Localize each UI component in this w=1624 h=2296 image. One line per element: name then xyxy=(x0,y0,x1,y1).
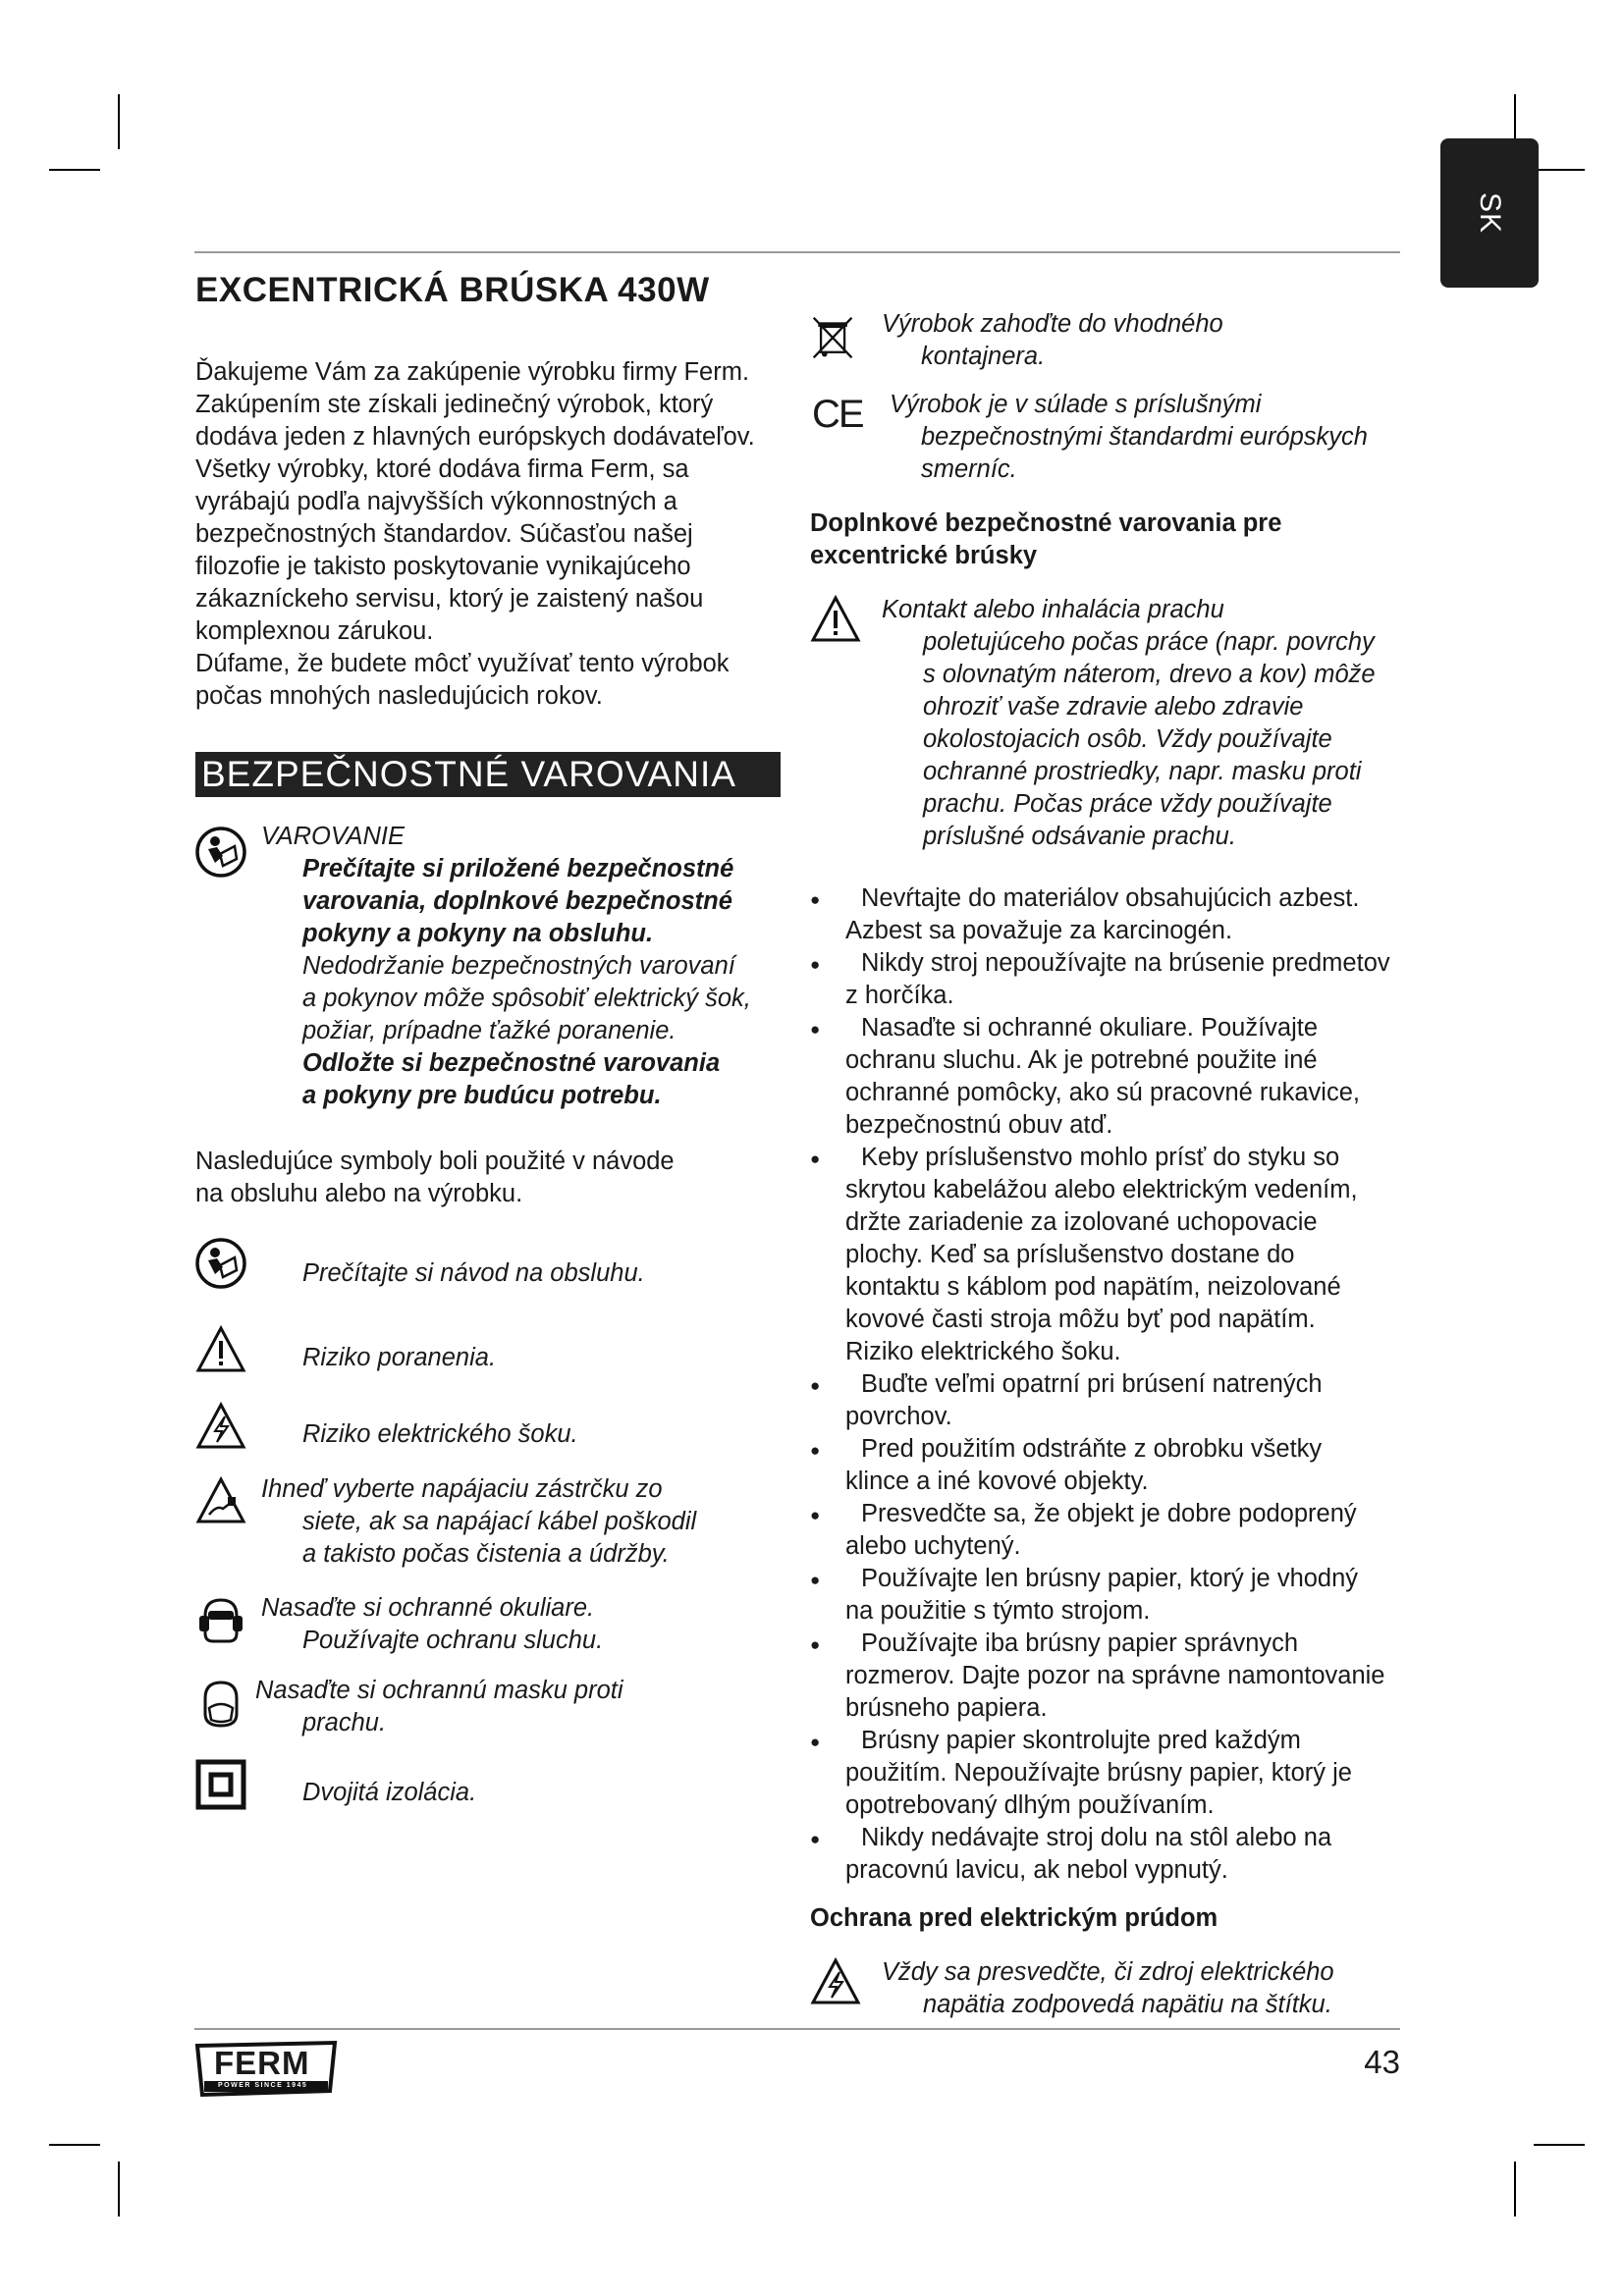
bullet-line: ● Používajte iba brúsny papier správnych xyxy=(861,1629,1299,1657)
symbols-intro-line: na obsluhu alebo na výrobku. xyxy=(195,1180,523,1207)
crop-mark xyxy=(49,2144,100,2146)
crop-mark xyxy=(1534,169,1585,171)
warning-line: pokyny a pokyny na obsluhu. xyxy=(302,920,654,947)
crop-mark xyxy=(1514,2162,1516,2216)
page-title: EXCENTRICKÁ BRÚSKA 430W xyxy=(195,271,710,309)
read-manual-icon xyxy=(195,1238,246,1289)
safety-bullet-list xyxy=(810,882,1419,1887)
ferm-logo xyxy=(194,2040,338,2099)
intro-line: filozofie je takisto poskytovanie vynikajúceho xyxy=(195,553,691,580)
intro-line: Všetky výrobky, ktoré dodáva firma Ferm, sa xyxy=(195,455,689,483)
dust-warning-line: príslušné odsávanie prachu. xyxy=(923,823,1236,850)
bullet-line: ● Nikdy nedávajte stroj dolu na stôl alebo na xyxy=(861,1824,1332,1851)
list-item xyxy=(810,1142,1419,1368)
list-item xyxy=(810,1498,1419,1563)
bullet-line: plochy. Keď sa príslušenstvo dostane do xyxy=(845,1241,1295,1268)
symbol-caption: Nasaďte si ochranné okuliare. xyxy=(261,1594,595,1622)
footer-rule xyxy=(194,2028,1400,2030)
bullet-line: ochranu sluchu. Ak je potrebné použite iné xyxy=(845,1046,1318,1074)
dust-warning-line: poletujúceho počas práce (napr. povrchy xyxy=(923,628,1375,656)
intro-line: Ďakujeme Vám za zakúpenie výrobku firmy Ferm. xyxy=(195,358,750,386)
electric-note-line: napätia zodpovedá napätiu na štítku. xyxy=(923,1991,1332,2018)
symbol-row xyxy=(195,1246,794,1303)
warning-triangle-icon xyxy=(195,1324,246,1375)
intro-line: zákazníckeho servisu, ktorý je zaistený našou xyxy=(195,585,704,613)
bullet-line: skrytou kabelážou alebo elektrickým vedením, xyxy=(845,1176,1358,1203)
warning-line: Prečítajte si priložené bezpečnostné xyxy=(302,855,734,882)
logo-wordmark: FERM xyxy=(214,2045,310,2081)
list-item xyxy=(810,1563,1419,1628)
intro-line: počas mnohých nasledujúcich rokov. xyxy=(195,682,603,710)
symbol-caption: Používajte ochranu sluchu. xyxy=(302,1627,604,1654)
goggles-earmuffs-icon xyxy=(195,1594,246,1645)
symbol-caption: Dvojitá izolácia. xyxy=(302,1779,477,1806)
electric-note-line: Vždy sa presvedčte, či zdroj elektrického xyxy=(882,1958,1334,1986)
warning-heading: VAROVANIE xyxy=(261,823,405,850)
bullet-line: ● Presvedčte sa, že objekt je dobre podoprený xyxy=(861,1500,1357,1527)
bullet-line: ● Nikdy stroj nepoužívajte na brúsenie predmetov xyxy=(861,949,1390,977)
disposal-line: Výrobok zahoďte do vhodného xyxy=(882,310,1223,338)
bullet-line: ochranné pomôcky, ako sú pracovné rukavice, xyxy=(845,1079,1360,1106)
symbol-row xyxy=(195,1592,794,1657)
intro-line: komplexnou zárukou. xyxy=(195,617,434,645)
crop-mark xyxy=(49,169,100,171)
list-item xyxy=(810,1822,1419,1887)
ce-line: bezpečnostnými štandardmi európskych xyxy=(921,423,1368,451)
logo-tagline: POWER SINCE 1945 xyxy=(218,2082,308,2089)
electric-shock-icon xyxy=(810,1956,861,2007)
bullet-line: Riziko elektrického šoku. xyxy=(845,1338,1121,1365)
bullet-line: ● Brúsny papier skontrolujte pred každým xyxy=(861,1727,1301,1754)
section-banner: BEZPEČNOSTNÉ VAROVANIA xyxy=(195,752,781,797)
symbol-caption: siete, ak sa napájací kábel poškodil xyxy=(302,1508,697,1535)
page-number: 43 xyxy=(1364,2044,1400,2080)
bullet-line: alebo uchytený. xyxy=(845,1532,1021,1560)
bullet-line: ● Používajte len brúsny papier, ktorý je vhodný xyxy=(861,1565,1359,1592)
bullet-line: ● Nasaďte si ochranné okuliare. Používajte xyxy=(861,1014,1319,1041)
bullet-line: ● Keby príslušenstvo mohlo prísť do styku so xyxy=(861,1144,1340,1171)
warning-line: a pokynov môže spôsobiť elektrický šok, xyxy=(302,985,751,1012)
bullet-line: povrchov. xyxy=(845,1403,952,1430)
warning-line: požiar, prípadne ťažké poranenie. xyxy=(302,1017,677,1044)
warning-line: a pokyny pre budúcu potrebu. xyxy=(302,1082,662,1109)
extra-heading xyxy=(810,507,1419,572)
bullet-line: na použitie s týmto strojom. xyxy=(845,1597,1151,1625)
section-heading: Ochrana pred elektrickým prúdom xyxy=(810,1904,1218,1932)
right-column xyxy=(810,308,1419,2021)
symbol-caption: Nasaďte si ochrannú masku proti xyxy=(255,1677,623,1704)
list-item xyxy=(810,882,1419,947)
read-manual-icon xyxy=(195,827,246,878)
bullet-line: použitím. Nepoužívajte brúsny papier, ktorý je xyxy=(845,1759,1352,1787)
dust-warning-line: ochranné prostriedky, napr. masku proti xyxy=(923,758,1362,785)
intro-line: Zakúpením ste získali jedinečný výrobok, ktorý xyxy=(195,391,714,418)
bullet-line: ● Pred použitím odstráňte z obrobku všetky xyxy=(861,1435,1323,1463)
electric-shock-icon xyxy=(195,1401,246,1452)
warning-triangle-icon xyxy=(810,594,861,645)
disposal-note xyxy=(810,308,1419,373)
intro-paragraph xyxy=(195,356,794,713)
left-column xyxy=(195,271,794,1822)
crop-mark xyxy=(118,2162,120,2216)
symbol-row xyxy=(195,1473,794,1571)
warning-line: varovania, doplnkové bezpečnostné xyxy=(302,887,732,915)
dust-mask-icon xyxy=(195,1679,246,1730)
intro-line: vyrábajú podľa najvyšších výkonnostných a xyxy=(195,488,677,515)
bullet-line: rozmerov. Dajte pozor na správne namontovanie xyxy=(845,1662,1385,1689)
symbol-row xyxy=(195,1330,794,1387)
dust-warning-line: okolostojacich osôb. Vždy používajte xyxy=(923,725,1332,753)
bullet-line: opotrebovaný dlhým používaním. xyxy=(845,1791,1215,1819)
disposal-line: kontajnera. xyxy=(921,343,1046,370)
symbol-caption: Prečítajte si návod na obsluhu. xyxy=(302,1259,645,1287)
bullet-line: kontaktu s káblom pod napätím, neizolované xyxy=(845,1273,1341,1301)
dust-warning-line: s olovnatým náterom, drevo a kov) môže xyxy=(923,661,1376,688)
symbol-caption: Ihneď vyberte napájaciu zástrčku zo xyxy=(261,1475,663,1503)
list-item xyxy=(810,1368,1419,1433)
dust-warning xyxy=(810,594,1419,853)
warning-line: Odložte si bezpečnostné varovania xyxy=(302,1049,721,1077)
language-tab-label: SK xyxy=(1474,191,1506,235)
symbol-row xyxy=(195,1765,794,1822)
bullet-line: brúsneho papiera. xyxy=(845,1694,1048,1722)
symbols-intro xyxy=(195,1146,794,1210)
intro-line: bezpečnostných štandardov. Súčasťou našej xyxy=(195,520,693,548)
bullet-line: klince a iné kovové objekty. xyxy=(845,1468,1149,1495)
electric-note xyxy=(810,1956,1419,2021)
symbols-intro-line: Nasledujúce symboly boli použité v návode xyxy=(195,1148,675,1175)
ce-line: Výrobok je v súlade s príslušnými xyxy=(890,391,1262,418)
warning-block xyxy=(195,821,794,1112)
list-item xyxy=(810,1012,1419,1142)
section-heading: excentrické brúsky xyxy=(810,542,1038,569)
symbol-caption: Riziko poranenia. xyxy=(302,1344,497,1371)
list-item xyxy=(810,1628,1419,1725)
symbol-caption: a takisto počas čistenia a údržby. xyxy=(302,1540,670,1568)
symbol-row xyxy=(195,1407,794,1464)
bullet-line: z horčíka. xyxy=(845,982,954,1009)
language-tab xyxy=(1440,138,1539,288)
bullet-line: pracovnú lavicu, ak nebol vypnutý. xyxy=(845,1856,1228,1884)
symbol-row xyxy=(195,1675,794,1739)
symbol-caption: prachu. xyxy=(302,1709,387,1736)
intro-line: Dúfame, že budete môcť využívať tento výrobok xyxy=(195,650,730,677)
bullet-line: kovové časti stroja môžu byť pod napätím. xyxy=(845,1306,1316,1333)
ce-note xyxy=(810,389,1419,486)
bullet-line: ● Nevŕtajte do materiálov obsahujúcich azbest. xyxy=(861,884,1360,912)
symbol-caption: Riziko elektrického šoku. xyxy=(302,1420,578,1448)
bullet-line: Azbest sa považuje za karcinogén. xyxy=(845,917,1233,944)
header-rule xyxy=(194,251,1400,253)
warning-line: Nedodržanie bezpečnostných varovaní xyxy=(302,952,735,980)
double-insulation-icon xyxy=(195,1759,246,1810)
ce-mark-icon: CE xyxy=(812,393,863,436)
ce-line: smerníc. xyxy=(921,455,1017,483)
section-heading: Doplnkové bezpečnostné varovania pre xyxy=(810,509,1282,537)
bullet-line: držte zariadenie za izolované uchopovacie xyxy=(845,1208,1318,1236)
list-item xyxy=(810,1725,1419,1822)
dust-warning-line: Kontakt alebo inhalácia prachu xyxy=(882,596,1224,623)
dust-warning-line: prachu. Počas práce vždy používajte xyxy=(923,790,1332,818)
wheelie-bin-crossed-icon xyxy=(810,312,857,363)
bullet-line: ● Buďte veľmi opatrní pri brúsení natrených xyxy=(861,1370,1323,1398)
unplug-icon xyxy=(195,1475,246,1526)
dust-warning-line: ohroziť vaše zdravie alebo zdravie xyxy=(923,693,1304,721)
list-item xyxy=(810,1433,1419,1498)
intro-line: dodáva jeden z hlavných európskych dodávateľov. xyxy=(195,423,755,451)
crop-mark xyxy=(1534,2144,1585,2146)
crop-mark xyxy=(118,94,120,149)
list-item xyxy=(810,947,1419,1012)
bullet-line: bezpečnostnú obuv atď. xyxy=(845,1111,1113,1139)
